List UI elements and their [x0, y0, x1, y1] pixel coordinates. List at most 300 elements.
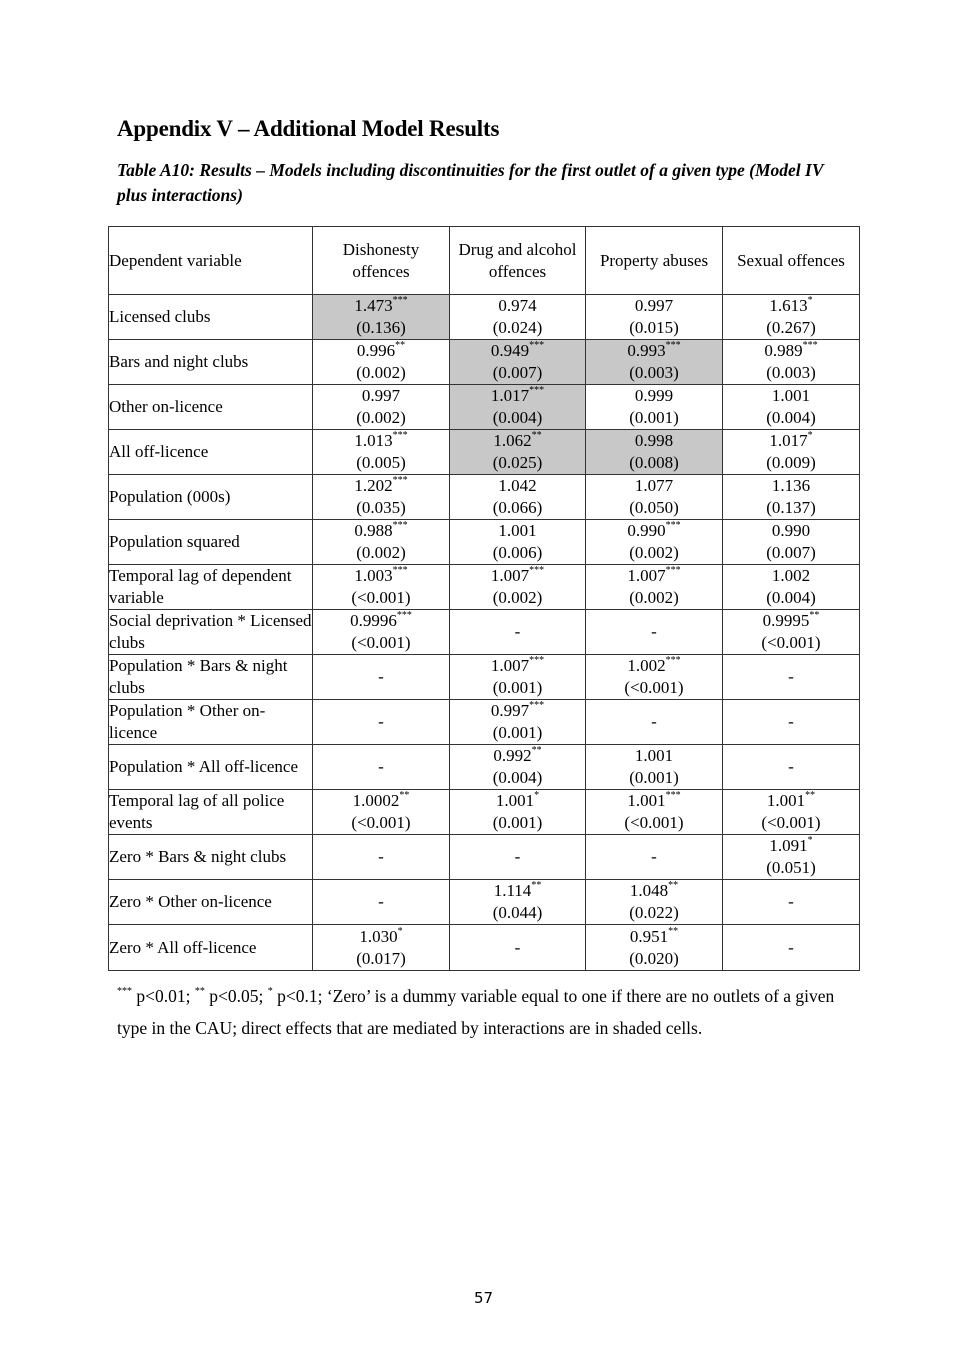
standard-error: (0.002)	[492, 588, 543, 607]
result-cell	[723, 925, 860, 971]
result-cell	[586, 835, 723, 880]
coefficient-value: 1.473	[354, 296, 393, 315]
result-cell	[313, 835, 450, 880]
coefficient-line	[586, 565, 722, 587]
coefficient-line	[586, 926, 722, 948]
standard-error: (0.002)	[629, 543, 679, 562]
significance-stars: *	[807, 295, 813, 306]
coefficient-value: -	[651, 712, 657, 731]
note-sig-2: **	[194, 986, 205, 997]
significance-stars: ***	[529, 655, 545, 666]
coefficient-value: 0.988	[354, 521, 393, 540]
coefficient-value: -	[378, 847, 384, 866]
coefficient-line	[723, 430, 859, 452]
significance-stars: ***	[802, 340, 818, 351]
result-cell	[313, 565, 450, 610]
result-cell	[586, 790, 723, 835]
standard-error: (0.020)	[629, 948, 679, 968]
standard-error: (0.136)	[356, 318, 406, 337]
row-label: All off-licence	[109, 430, 313, 475]
coefficient-line	[450, 621, 585, 643]
coefficient-value: 0.9995	[762, 611, 810, 630]
significance-stars: ***	[665, 340, 681, 351]
standard-error: (<0.001)	[624, 813, 684, 832]
coefficient-line	[313, 711, 449, 733]
significance-stars: **	[531, 745, 542, 756]
coefficient-value: 1.0002	[352, 791, 400, 810]
standard-error: (0.050)	[629, 498, 679, 517]
result-cell	[313, 880, 450, 925]
row-label: Temporal lag of dependent variable	[109, 565, 313, 610]
standard-error: (0.044)	[492, 903, 543, 922]
standard-error: (0.002)	[356, 543, 406, 562]
coefficient-line	[313, 756, 449, 778]
significance-stars: **	[668, 925, 679, 937]
result-cell	[313, 385, 450, 430]
coefficient-line	[450, 295, 585, 317]
coefficient-line	[723, 711, 859, 733]
coefficient-value: 1.001	[495, 791, 535, 810]
significance-stars: **	[805, 790, 816, 801]
standard-error: (0.002)	[356, 363, 406, 382]
standard-error: (0.001)	[492, 678, 543, 697]
coefficient-value: 1.202	[354, 476, 393, 495]
significance-stars: *	[534, 790, 540, 801]
row-label: Licensed clubs	[109, 295, 313, 340]
significance-stars: *	[807, 430, 813, 441]
note-sig-3: *	[267, 986, 273, 997]
coefficient-value: -	[378, 757, 384, 776]
significance-stars: **	[531, 430, 542, 441]
table-row	[109, 610, 860, 655]
standard-error: (0.017)	[356, 948, 406, 968]
coefficient-line	[450, 520, 585, 542]
table-row	[109, 880, 860, 925]
result-cell	[723, 880, 860, 925]
standard-error: (0.003)	[766, 363, 816, 382]
coefficient-line	[723, 565, 859, 587]
result-cell	[313, 745, 450, 790]
coefficient-line	[723, 937, 859, 959]
result-cell	[723, 295, 860, 340]
standard-error: (<0.001)	[351, 813, 411, 832]
significance-stars: ***	[392, 430, 408, 441]
appendix-heading: Appendix V – Additional Model Results	[117, 116, 500, 141]
coefficient-value: 1.613	[769, 296, 808, 315]
result-cell	[723, 340, 860, 385]
standard-error: (0.002)	[629, 588, 679, 607]
row-label: Zero * Other on-licence	[109, 880, 313, 925]
result-cell	[586, 295, 723, 340]
coefficient-line	[723, 385, 859, 407]
coefficient-line	[450, 937, 585, 959]
table-row	[109, 655, 860, 700]
significance-stars: ***	[529, 385, 545, 396]
coefficient-value: -	[514, 937, 521, 957]
coefficient-value: 0.997	[490, 701, 530, 720]
result-cell	[313, 295, 450, 340]
coefficient-value: -	[378, 892, 384, 911]
table-body	[109, 295, 860, 971]
standard-error: (<0.001)	[761, 633, 821, 652]
result-cell	[313, 790, 450, 835]
row-label: Other on-licence	[109, 385, 313, 430]
coefficient-line	[313, 666, 449, 688]
result-cell	[723, 700, 860, 745]
standard-error: (0.024)	[492, 318, 543, 337]
coefficient-value: 1.001	[498, 521, 537, 540]
standard-error: (0.001)	[629, 768, 679, 787]
standard-error: (0.004)	[492, 768, 543, 787]
result-cell	[450, 610, 586, 655]
coefficient-value: 1.013	[354, 431, 393, 450]
note-text-1: p<0.01;	[132, 986, 195, 1006]
coefficient-line	[586, 520, 722, 542]
standard-error: (0.008)	[629, 453, 679, 472]
table-row	[109, 700, 860, 745]
coefficient-value: 0.9996	[350, 611, 397, 630]
row-label: Population (000s)	[109, 475, 313, 520]
table-row	[109, 385, 860, 430]
coefficient-line	[723, 790, 859, 812]
note-text-2: p<0.05;	[204, 986, 268, 1006]
significance-stars: ***	[529, 565, 545, 576]
result-cell	[586, 385, 723, 430]
standard-error: (<0.001)	[624, 678, 684, 697]
result-cell	[313, 925, 450, 971]
significance-stars: ***	[529, 700, 545, 711]
coefficient-value: -	[514, 847, 521, 866]
standard-error: (0.003)	[629, 363, 679, 382]
row-label: Population * Bars & night clubs	[109, 655, 313, 700]
coefficient-value: 1.007	[490, 566, 530, 585]
row-label: Bars and night clubs	[109, 340, 313, 385]
coefficient-line	[450, 475, 585, 497]
coefficient-value: 0.974	[498, 296, 537, 315]
result-cell	[723, 565, 860, 610]
result-cell	[450, 790, 586, 835]
result-cell	[313, 655, 450, 700]
coefficient-value: -	[788, 667, 794, 686]
coefficient-line	[450, 745, 585, 767]
coefficient-value: -	[788, 757, 794, 776]
coefficient-value: -	[651, 622, 657, 641]
coefficient-value: 1.002	[627, 656, 666, 675]
coefficient-value: 0.999	[634, 386, 674, 405]
coefficient-line	[723, 666, 859, 688]
row-label: Population * All off-licence	[109, 745, 313, 790]
result-cell	[723, 475, 860, 520]
coefficient-line	[586, 385, 722, 407]
result-cell	[586, 340, 723, 385]
coefficient-value: 1.001	[627, 791, 666, 810]
table-row	[109, 790, 860, 835]
significance-stars: ***	[392, 565, 408, 576]
coefficient-line	[313, 340, 449, 362]
coefficient-line	[723, 835, 859, 857]
coefficient-line	[723, 340, 859, 362]
coefficient-value: 1.002	[771, 566, 811, 585]
table-row	[109, 565, 860, 610]
result-cell	[586, 475, 723, 520]
coefficient-line	[586, 655, 722, 677]
table-row	[109, 835, 860, 880]
standard-error: (0.009)	[766, 453, 816, 472]
coefficient-value: -	[651, 847, 657, 866]
coefficient-line	[450, 655, 585, 677]
table-row	[109, 925, 860, 971]
coefficient-value: 1.030	[359, 926, 398, 946]
row-label: Zero * All off-licence	[109, 925, 313, 971]
result-cell	[586, 880, 723, 925]
coefficient-line	[586, 340, 722, 362]
coefficient-line	[586, 711, 722, 733]
significance-stars: ***	[392, 475, 408, 486]
significance-stars: **	[809, 610, 820, 621]
coefficient-line	[450, 846, 585, 868]
coefficient-line	[313, 475, 449, 497]
coefficient-value: -	[378, 667, 384, 686]
coefficient-value: 1.136	[771, 476, 811, 495]
result-cell	[723, 520, 860, 565]
coefficient-line	[313, 846, 449, 868]
coefficient-value: 1.091	[769, 836, 808, 855]
coefficient-value: 0.998	[634, 431, 674, 450]
coefficient-line	[450, 880, 585, 902]
result-cell	[586, 610, 723, 655]
coefficient-line	[450, 700, 585, 722]
significance-stars: ***	[392, 295, 408, 306]
coefficient-value: -	[378, 712, 384, 731]
table-row	[109, 340, 860, 385]
coefficient-value: 1.003	[354, 566, 393, 585]
coefficient-line	[586, 790, 722, 812]
coefficient-value: 0.993	[627, 341, 666, 360]
coefficient-value: 1.042	[498, 476, 537, 495]
result-cell	[450, 430, 586, 475]
results-table	[108, 226, 860, 971]
standard-error: (0.022)	[629, 903, 679, 922]
significance-stars: **	[531, 880, 542, 891]
page-number: 57	[473, 1289, 494, 1307]
coefficient-value: 1.114	[493, 881, 532, 900]
result-cell	[450, 340, 586, 385]
result-cell	[723, 790, 860, 835]
coefficient-line	[723, 520, 859, 542]
coefficient-line	[313, 610, 449, 632]
result-cell	[450, 565, 586, 610]
coefficient-line	[450, 565, 585, 587]
coefficient-value: 0.989	[764, 341, 803, 360]
standard-error: (<0.001)	[761, 813, 821, 832]
standard-error: (0.025)	[492, 453, 543, 472]
coefficient-line	[313, 520, 449, 542]
significance-stars: *	[397, 925, 403, 937]
significance-stars: ***	[665, 655, 681, 666]
standard-error: (0.015)	[629, 318, 679, 337]
coefficient-value: -	[788, 892, 794, 911]
result-cell	[723, 430, 860, 475]
coefficient-line	[586, 621, 722, 643]
result-cell	[313, 700, 450, 745]
coefficient-value: 1.017	[490, 386, 530, 405]
significance-stars: ***	[665, 520, 681, 531]
coefficient-value: 0.990	[771, 521, 811, 540]
coefficient-line	[723, 295, 859, 317]
standard-error: (<0.001)	[351, 633, 411, 652]
standard-error: (0.004)	[766, 588, 816, 607]
coefficient-value: 1.017	[769, 431, 808, 450]
coefficient-value: 1.001	[771, 386, 811, 405]
result-cell	[586, 565, 723, 610]
table-row	[109, 430, 860, 475]
coefficient-line	[723, 475, 859, 497]
result-cell	[723, 385, 860, 430]
result-cell	[313, 475, 450, 520]
result-cell	[450, 475, 586, 520]
row-label: Population squared	[109, 520, 313, 565]
coefficient-value: 0.990	[627, 521, 666, 540]
result-cell	[586, 655, 723, 700]
header-dependent-variable: Dependent variable	[109, 227, 313, 295]
standard-error: (0.005)	[356, 453, 406, 472]
standard-error: (0.007)	[766, 543, 816, 562]
coefficient-line	[723, 610, 859, 632]
table-note	[117, 980, 862, 1044]
coefficient-line	[313, 891, 449, 913]
header-column: Dishonesty offences	[313, 227, 450, 295]
significance-stars: ***	[392, 520, 408, 531]
coefficient-value: 0.996	[356, 341, 396, 360]
coefficient-line	[586, 745, 722, 767]
standard-error: (0.035)	[356, 498, 406, 517]
result-cell	[586, 745, 723, 790]
result-cell	[586, 925, 723, 971]
coefficient-value: 0.951	[629, 926, 669, 946]
coefficient-value: 1.077	[634, 476, 674, 495]
coefficient-value: 1.007	[490, 656, 530, 675]
coefficient-line	[723, 756, 859, 778]
coefficient-value: 1.001	[634, 746, 674, 765]
result-cell	[450, 700, 586, 745]
coefficient-line	[586, 880, 722, 902]
significance-stars: *	[807, 835, 813, 846]
coefficient-line	[450, 385, 585, 407]
table-header-row	[109, 227, 860, 295]
row-label: Social deprivation * Licensed clubs	[109, 610, 313, 655]
row-label: Zero * Bars & night clubs	[109, 835, 313, 880]
coefficient-value: 0.997	[361, 386, 401, 405]
table-row	[109, 475, 860, 520]
coefficient-line	[450, 430, 585, 452]
coefficient-line	[313, 385, 449, 407]
standard-error: (0.007)	[492, 363, 543, 382]
header-column: Drug and alcohol offences	[450, 227, 586, 295]
header-column: Property abuses	[586, 227, 723, 295]
coefficient-line	[723, 891, 859, 913]
coefficient-line	[586, 846, 722, 868]
result-cell	[586, 700, 723, 745]
row-label: Population * Other on-licence	[109, 700, 313, 745]
note-text-3: p<0.1; ‘Zero’ is a dummy variable equal to one if there are no outlets of a given type in the CAU; direct effects that are mediated by interactions are in shaded cells.	[117, 986, 835, 1038]
row-label: Temporal lag of all police events	[109, 790, 313, 835]
coefficient-value: 1.062	[493, 431, 532, 450]
result-cell	[450, 295, 586, 340]
result-cell	[586, 520, 723, 565]
significance-stars: **	[395, 340, 406, 351]
coefficient-value: 0.949	[490, 341, 530, 360]
table-row	[109, 745, 860, 790]
coefficient-line	[450, 790, 585, 812]
coefficient-line	[586, 475, 722, 497]
table-caption: Table A10: Results – Models including discontinuities for the first outlet of a given type (Model IV plus interactions)	[117, 160, 824, 205]
coefficient-value: 0.992	[493, 746, 532, 765]
coefficient-line	[313, 926, 449, 948]
coefficient-line	[586, 430, 722, 452]
result-cell	[450, 880, 586, 925]
result-cell	[450, 655, 586, 700]
result-cell	[723, 610, 860, 655]
result-cell	[723, 745, 860, 790]
coefficient-value: 0.997	[634, 296, 674, 315]
result-cell	[723, 835, 860, 880]
table-row	[109, 295, 860, 340]
significance-stars: ***	[396, 610, 412, 621]
coefficient-value: 1.001	[766, 791, 806, 810]
significance-stars: **	[668, 880, 679, 891]
coefficient-line	[313, 565, 449, 587]
standard-error: (0.001)	[492, 813, 543, 832]
standard-error: (0.001)	[492, 723, 543, 742]
result-cell	[313, 430, 450, 475]
standard-error: (0.002)	[356, 408, 406, 427]
result-cell	[450, 745, 586, 790]
coefficient-line	[586, 295, 722, 317]
result-cell	[450, 835, 586, 880]
coefficient-value: -	[514, 622, 521, 641]
result-cell	[723, 655, 860, 700]
standard-error: (0.267)	[766, 318, 816, 337]
result-cell	[450, 385, 586, 430]
significance-stars: **	[399, 790, 410, 801]
coefficient-line	[313, 430, 449, 452]
table-row	[109, 520, 860, 565]
result-cell	[450, 925, 586, 971]
result-cell	[313, 520, 450, 565]
significance-stars: ***	[665, 565, 681, 576]
standard-error: (0.066)	[492, 498, 543, 517]
coefficient-line	[313, 790, 449, 812]
header-column: Sexual offences	[723, 227, 860, 295]
standard-error: (0.001)	[629, 408, 679, 427]
standard-error: (0.137)	[766, 498, 816, 517]
result-cell	[586, 430, 723, 475]
standard-error: (0.004)	[766, 408, 816, 427]
coefficient-value: -	[788, 712, 794, 731]
coefficient-value: -	[788, 937, 794, 957]
coefficient-line	[450, 340, 585, 362]
standard-error: (0.051)	[766, 858, 816, 877]
coefficient-value: 1.048	[629, 881, 669, 900]
result-cell	[313, 610, 450, 655]
significance-stars: ***	[665, 790, 681, 801]
standard-error: (0.006)	[492, 543, 543, 562]
result-cell	[450, 520, 586, 565]
coefficient-line	[313, 295, 449, 317]
standard-error: (0.004)	[492, 408, 543, 427]
coefficient-value: 1.007	[627, 566, 666, 585]
note-sig-1: ***	[117, 986, 132, 997]
